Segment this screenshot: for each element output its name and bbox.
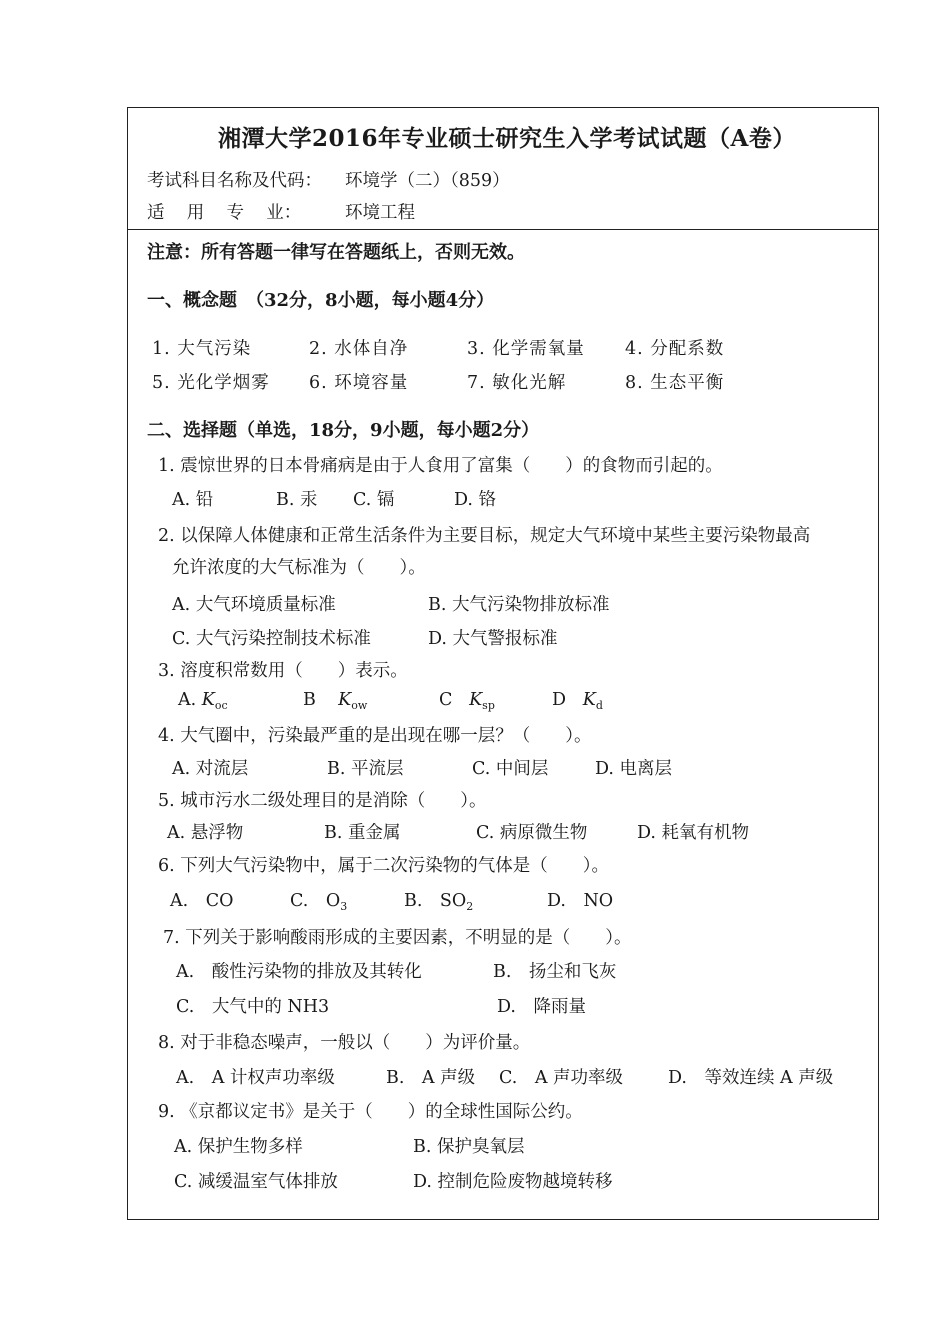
option: B $K_{ow}$: [303, 690, 368, 712]
exam-title: 湘潭大学2016年专业硕士研究生入学考试试题（A卷）: [218, 125, 796, 152]
option: C. 镉: [353, 490, 395, 510]
question-stem: 9. 《京都议定书》是关于（ ）的全球性国际公约。: [158, 1102, 583, 1122]
option: D $K_d$: [552, 690, 603, 712]
option: C. 中间层: [472, 759, 549, 779]
option: B. 扬尘和飞灰: [493, 962, 617, 982]
concept-item: 3. 化学需氧量: [467, 339, 585, 359]
option: A. A 计权声功率级: [176, 1068, 335, 1088]
question-stem: 5. 城市污水二级处理目的是消除（ ）。: [158, 791, 487, 811]
option: C. 大气污染控制技术标准: [172, 629, 371, 649]
option: A. 对流层: [172, 759, 249, 779]
option: D. NO: [547, 891, 614, 911]
question-stem: 3. 溶度积常数用（ ）表示。: [158, 661, 408, 681]
subject-value: 环境学（二）（859）: [345, 171, 510, 191]
question-stem-cont: 允许浓度的大气标准为（ ）。: [172, 558, 426, 578]
option: A. CO: [170, 891, 234, 911]
option: A. 铅: [172, 490, 214, 510]
option: B. 重金属: [324, 823, 401, 843]
option: A. 保护生物多样: [174, 1137, 303, 1157]
option: D. 电离层: [595, 759, 673, 779]
option: D. 耗氧有机物: [637, 823, 750, 843]
option: C. 减缓温室气体排放: [174, 1172, 338, 1192]
section2-heading: 二、选择题（单选，18分，9小题，每小题2分）: [147, 420, 540, 441]
option: D. 控制危险废物越境转移: [413, 1172, 613, 1192]
question-stem: 7. 下列关于影响酸雨形成的主要因素，不明显的是（ ）。: [163, 928, 632, 948]
option: B. 保护臭氧层: [413, 1137, 525, 1157]
option: B. $SO_2$: [404, 891, 474, 913]
major-label: 适 用 专 业：: [147, 203, 302, 223]
option: A. $K_{oc}$: [178, 690, 228, 712]
option: C $K_{sp}$: [439, 690, 495, 712]
option: A. 悬浮物: [167, 823, 244, 843]
concept-item: 6. 环境容量: [309, 373, 409, 393]
header-divider: [128, 229, 878, 230]
concept-item: 1. 大气污染: [152, 339, 252, 359]
subject-label: 考试科目名称及代码：: [147, 171, 322, 191]
option: D. 降雨量: [497, 997, 586, 1017]
question-stem: 4. 大气圈中，污染最严重的是出现在哪一层？（ ）。: [158, 726, 592, 746]
section1-heading: 一、概念题 （32分，8小题，每小题4分）: [147, 290, 495, 311]
option: D. 铬: [454, 490, 497, 510]
question-stem: 2. 以保障人体健康和正常生活条件为主要目标，规定大气环境中某些主要污染物最高: [158, 526, 811, 546]
notice: 注意：所有答题一律写在答题纸上，否则无效。: [147, 242, 525, 263]
option: C. 大气中的 NH3: [176, 997, 330, 1017]
question-stem: 6. 下列大气污染物中，属于二次污染物的气体是（ ）。: [158, 856, 610, 876]
option: D. 等效连续 A 声级: [668, 1068, 834, 1088]
concept-item: 2. 水体自净: [309, 339, 409, 359]
concept-item: 7. 敏化光解: [467, 373, 567, 393]
option: D. 大气警报标准: [428, 629, 558, 649]
option: B. 大气污染物排放标准: [428, 595, 610, 615]
concept-item: 5. 光化学烟雾: [152, 373, 270, 393]
question-stem: 8. 对于非稳态噪声，一般以（ ）为评价量。: [158, 1033, 531, 1053]
option: A. 大气环境质量标准: [172, 595, 336, 615]
option: B. 平流层: [327, 759, 404, 779]
concept-item: 8. 生态平衡: [625, 373, 725, 393]
option: C. A 声功率级: [499, 1068, 624, 1088]
option: B. 汞: [276, 490, 318, 510]
question-stem: 1. 震惊世界的日本骨痛病是由于人食用了富集（ ）的食物而引起的。: [158, 456, 723, 476]
major-value: 环境工程: [345, 203, 415, 223]
option: A. 酸性污染物的排放及其转化: [176, 962, 422, 982]
concept-item: 4. 分配系数: [625, 339, 725, 359]
option: C. 病原微生物: [476, 823, 588, 843]
option: B. A 声级: [386, 1068, 476, 1088]
option: C. $O_3$: [290, 891, 348, 913]
